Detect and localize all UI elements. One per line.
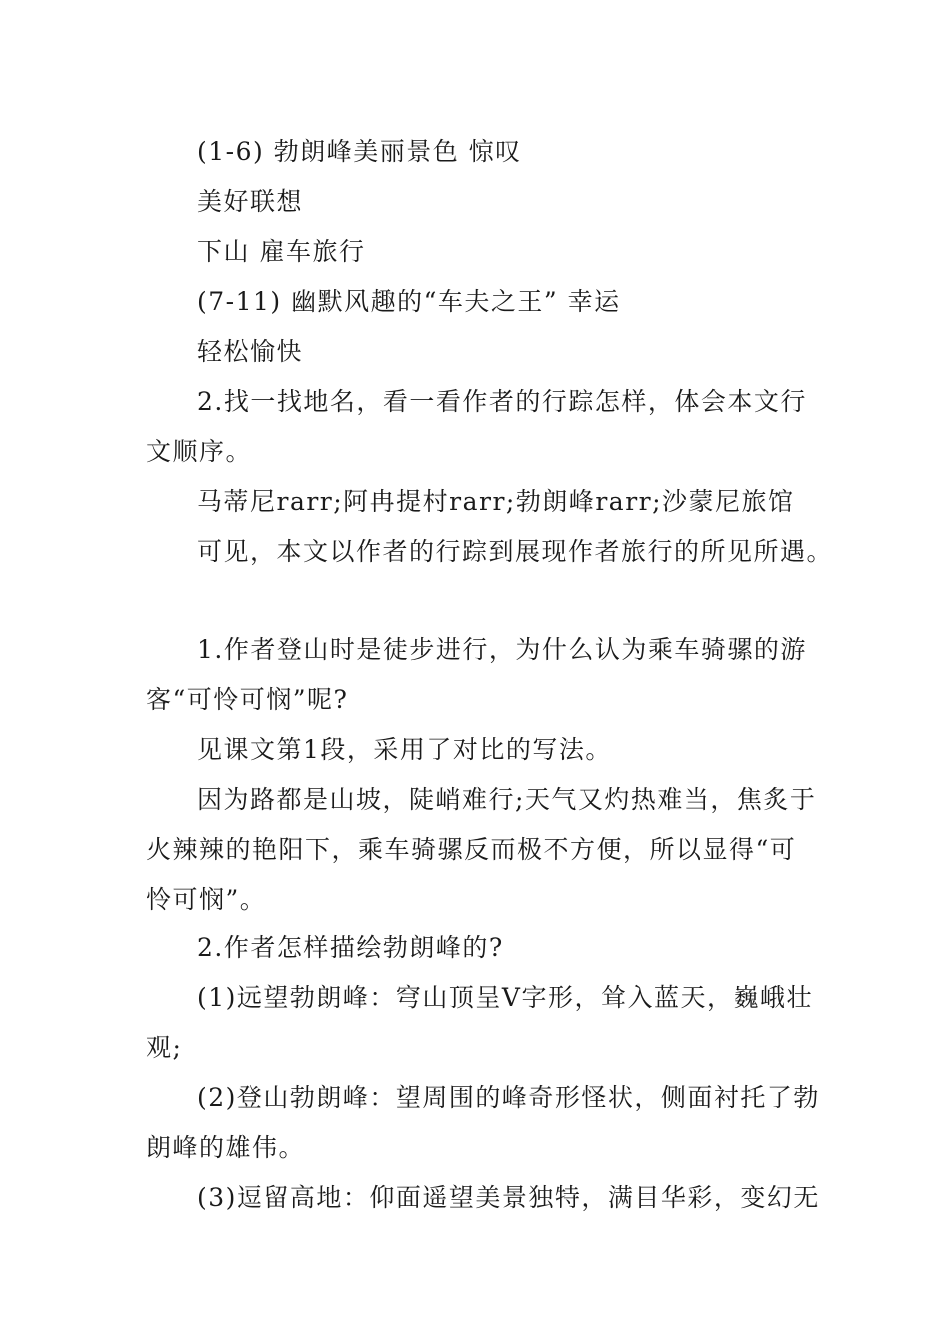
question-2b-line: 2.作者怎样描绘勃朗峰的? <box>197 933 504 962</box>
point-1-line-2: 观; <box>146 1033 183 1062</box>
outline-line-1: (1-6) 勃朗峰美丽景色 惊叹 <box>197 137 522 166</box>
place-names-line: 马蒂尼rarr;阿冉提村rarr;勃朗峰rarr;沙蒙尼旅馆 <box>197 487 795 516</box>
point-3-line-1: (3)逗留高地：仰面遥望美景独特，满目华彩，变幻无 <box>197 1183 820 1212</box>
outline-line-5: 轻松愉快 <box>197 337 304 366</box>
point-1-line-1: (1)远望勃朗峰：穹山顶呈V字形，耸入蓝天，巍峨壮 <box>197 983 813 1012</box>
question-2-line-1: 2.找一找地名，看一看作者的行踪怎样，体会本文行 <box>197 387 807 416</box>
question-2-line-2: 文顺序。 <box>146 437 253 466</box>
outline-line-2: 美好联想 <box>197 187 304 216</box>
question-1-line-2: 客“可怜可悯”呢? <box>146 685 349 714</box>
point-2-line-1: (2)登山勃朗峰：望周围的峰奇形怪状，侧面衬托了勃 <box>197 1083 820 1112</box>
outline-line-3: 下山 雇车旅行 <box>197 237 366 266</box>
point-2-line-2: 朗峰的雄伟。 <box>146 1133 306 1162</box>
answer-1-line-1: 见课文第1段，采用了对比的写法。 <box>197 735 612 764</box>
question-1-line-1: 1.作者登山时是徒步进行，为什么认为乘车骑骡的游 <box>197 635 807 664</box>
answer-1-line-4: 怜可悯”。 <box>146 885 267 914</box>
answer-1-line-2: 因为路都是山坡，陡峭难行;天气又灼热难当，焦炙于 <box>197 785 817 814</box>
conclusion-line: 可见，本文以作者的行踪到展现作者旅行的所见所遇。 <box>197 537 834 566</box>
outline-line-4: (7-11) 幽默风趣的“车夫之王” 幸运 <box>197 287 621 316</box>
answer-1-line-3: 火辣辣的艳阳下，乘车骑骡反而极不方便，所以显得“可 <box>146 835 797 864</box>
